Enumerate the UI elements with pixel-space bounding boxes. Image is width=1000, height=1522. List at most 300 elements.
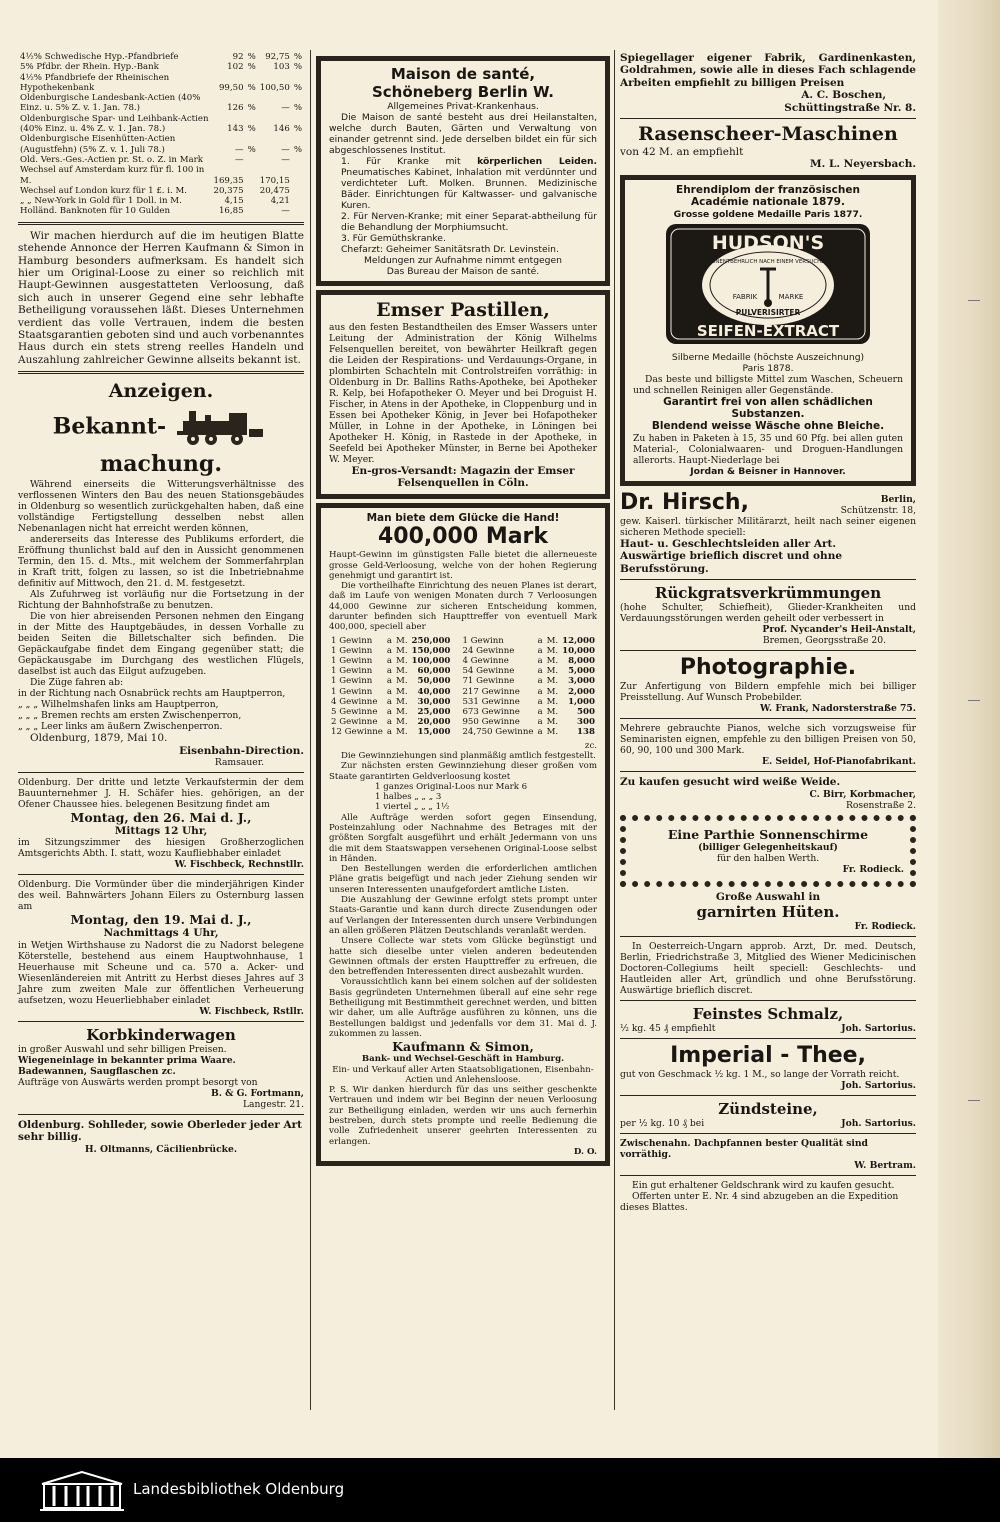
page-tick bbox=[968, 700, 980, 701]
schmalz-t1: ½ kg. 45 ₰ empfiehlt bbox=[620, 1022, 716, 1034]
maison-intro: Die Maison de santé besteht aus drei Heilanstalten, welche durch Bauten, Gärten und Verwaltung von einander getrennt sind. Jede derselben bildet ein für sich abgeschlossenes Institut. bbox=[329, 112, 597, 156]
prize-cell: M. bbox=[396, 676, 408, 687]
stock-v1: 169,35 bbox=[213, 175, 244, 186]
prize-cell: M. bbox=[396, 707, 408, 718]
stock-u1: % bbox=[247, 103, 256, 114]
stock-u1 bbox=[246, 165, 258, 186]
weide-address: Rosenstraße 2. bbox=[845, 799, 916, 811]
lottery-ps: P. S. Wir danken hierdurch für das uns seither geschenkte Vertrauen und indem wir bei Beginn der neuen Verloosung zur Betheiligung einladen, werden wir uns auch fernerhin bestreben, durch stets prompte und reelle Bedienung die volle Zufriedenheit unserer geehrten Interessenten zu erlangen. bbox=[329, 1085, 597, 1147]
prize-row bbox=[329, 656, 452, 666]
divider bbox=[620, 1095, 916, 1096]
korb-address: Langestr. 21. bbox=[242, 1098, 304, 1110]
auction-1-signature: W. Fischbeck, Rechnstllr. bbox=[174, 859, 304, 871]
divider bbox=[18, 222, 304, 225]
lottery-p7: Die Auszahlung der Gewinne erfolgt stets prompt unter Staats-Garantie und kann durch directe Zusendungen oder auf Verlangen der Interessenten durch unsere Verbindungen an allen größeren Plätzen Deutschlands veranlaßt werden. bbox=[329, 895, 597, 936]
stock-row bbox=[18, 73, 304, 94]
prize-cell: 2 Gewinne bbox=[331, 717, 378, 728]
prize-cell: 217 Gewinne bbox=[462, 686, 520, 697]
stock-name: 5% Pfdbr. der Rhein. Hyp.-Bank bbox=[20, 62, 159, 73]
auction-1-text-2: im Sitzungszimmer des hiesigen Großherzoglichen Amtsgerichts Abth. I. statt, wozu Kaufliebhaber einladet bbox=[18, 837, 304, 860]
stock-row bbox=[18, 52, 304, 62]
prize-cell: 100,000 bbox=[411, 656, 451, 666]
prize-cell: 250,000 bbox=[411, 635, 451, 646]
prize-cell: M. bbox=[546, 656, 559, 666]
ad-maison-de-sante bbox=[316, 56, 610, 286]
prize-row bbox=[329, 697, 452, 707]
deutsch-t1: In Oesterreich-Ungarn approb. Arzt, Dr. med. Deutsch, Berlin, Friedrichstraße 3, Mitglied des Wiener Medicinischen Doctoren-Collegiums heilt speciell: Geschlechts- und Hautleiden aller Art, gründlich und ohne Berufsstörung. Auswärtige brieflich discret. bbox=[620, 940, 916, 996]
zund-t1: per ½ kg. 10 ₰ bei bbox=[620, 1117, 705, 1129]
prize-cell: M. bbox=[396, 656, 408, 666]
stock-u1: % bbox=[247, 82, 256, 93]
prize-cell: M. bbox=[396, 727, 408, 738]
bek-route-1: in der Richtung nach Osnabrück rechts am Hauptperron, bbox=[18, 688, 286, 700]
prize-cell: M. bbox=[396, 686, 408, 697]
prize-cell: 2,000 bbox=[568, 686, 595, 697]
column-right bbox=[620, 52, 916, 1213]
bek-route-2: „ „ „ Wilhelmshafen links am Hauptperron, bbox=[18, 699, 219, 711]
hudson-t4: Zu haben in Paketen à 15, 35 und 60 Pfg. bei allen guten Material-, Colonialwaaren- und Droguen-Handlungen allerorts. Haupt-Niederlage bei bbox=[633, 432, 903, 466]
prize-cell: 1 Gewinn bbox=[331, 635, 373, 646]
prize-cell: a bbox=[386, 666, 393, 677]
lottery-p2: Die vortheilhafte Einrichtung des neuen Planes ist derart, daß im Laufe von wenigen Monaten durch 7 Verloosungen 44,000 Gewinne zur sicheren Entscheidung kommen, darunter befinden sich Haupttreffer von eventuell Mark 400,000, speciell aber bbox=[329, 581, 597, 633]
pianos-t1: Mehrere gebrauchte Pianos, welche sich vorzugsweise für Seminaristen eignen, empfehle zu den billigen Preisen von 50, 60, 90, 100 und 300 Mark. bbox=[620, 723, 916, 757]
prize-cell: 138 bbox=[577, 727, 595, 738]
hudson-t2: Garantirt frei von allen schädlichen Substanzen. bbox=[663, 395, 873, 421]
prize-cell: 1 Gewinn bbox=[462, 635, 504, 646]
lottery-price-3: 1 viertel „ „ „ 1½ bbox=[375, 802, 450, 813]
hirsch-t2: Haut- u. Geschlechtsleiden aller Art. bbox=[620, 537, 837, 550]
maison-item-1-c: Pneumatisches Kabinet, Inhalation mit verdünnter und verdichteter Luft. Molken. Brunnen. Medizinische Bäder. Einrichtungen für Kaltwasser- und galvanische Kuren. bbox=[341, 167, 597, 211]
rasen-text: von 42 M. an empfiehlt bbox=[620, 146, 744, 159]
logo-bottom: SEIFEN-EXTRACT bbox=[696, 321, 840, 340]
prize-cell: M. bbox=[546, 696, 559, 707]
prize-cell: a bbox=[386, 686, 393, 697]
schirme-signature: Fr. Rodieck. bbox=[842, 863, 904, 875]
divider bbox=[18, 874, 304, 875]
rueck-title: Rückgratsverkrümmungen bbox=[654, 584, 882, 603]
hirsch-address: Schützenstr. 18, bbox=[840, 504, 916, 516]
prize-cell: a bbox=[386, 645, 393, 656]
stock-u1 bbox=[246, 206, 258, 216]
sohlleder-signature: H. Oltmanns, Cäcilienbrücke. bbox=[84, 1143, 238, 1155]
stock-u1: % bbox=[247, 124, 256, 135]
hudson-logo bbox=[633, 223, 903, 349]
stock-u1: % bbox=[247, 62, 256, 73]
stock-u1: % bbox=[247, 144, 256, 155]
bek-p5: Die Züge fahren ab: bbox=[30, 677, 124, 689]
lottery-p4: Zur nächsten ersten Gewinnziehung dieser großen vom Staate garantirten Geldverloosung kostet bbox=[329, 761, 597, 782]
prize-cell: M. bbox=[546, 676, 559, 687]
prize-row bbox=[460, 636, 597, 646]
prize-cell: a bbox=[386, 727, 393, 738]
lottery-p5: Alle Aufträge werden sofort gegen Einsendung, Posteinzahlung oder Nachnahme des Betrages mit der größten Sorgfalt ausgeführt und erhält Jedermann von uns die mit dem Staatswappen versehenen Original-Loose selbst in Händen. bbox=[329, 812, 597, 864]
stock-name: Holländ. Banknoten für 10 Gulden bbox=[20, 206, 170, 217]
hueten-signature: Fr. Rodieck. bbox=[854, 920, 916, 932]
lottery-price-2: 1 halbes „ „ „ 3 bbox=[375, 792, 442, 803]
bek-route-4: „ „ „ Leer links am äußern Zwischenperron. bbox=[18, 721, 223, 733]
page-edge bbox=[938, 0, 1000, 1458]
prize-cell: 1 Gewinn bbox=[331, 676, 373, 687]
stock-row bbox=[18, 62, 304, 72]
logo-top: HUDSON'S bbox=[711, 231, 825, 254]
stock-v2: 103 bbox=[273, 62, 290, 73]
hudson-h3: Grosse goldene Medaille Paris 1877. bbox=[673, 208, 863, 220]
divider bbox=[620, 579, 916, 580]
emser-title: Emser Pastillen, bbox=[376, 299, 550, 321]
prize-cell: 30,000 bbox=[417, 696, 451, 707]
logo-pulverisirter: PULVERISIRTER bbox=[735, 307, 801, 317]
prize-cell: 1 Gewinn bbox=[331, 686, 373, 697]
stock-v2: — bbox=[281, 144, 290, 155]
hueten-t2: garnirten Hüten. bbox=[696, 902, 840, 921]
prize-table-right bbox=[460, 636, 597, 738]
column-middle bbox=[316, 52, 610, 1170]
bek-route-3: „ „ „ Bremen rechts am ersten Zwischenperron, bbox=[18, 710, 242, 722]
prize-cell: 300 bbox=[577, 717, 595, 728]
prize-cell: a bbox=[537, 666, 543, 677]
prize-cell: M. bbox=[396, 717, 408, 728]
rueck-address: Bremen, Georgsstraße 20. bbox=[762, 635, 886, 647]
auction-1-date: Montag, den 26. Mai d. J., bbox=[70, 810, 252, 826]
stock-name: 4½% Pfandbriefe der Rheinischen Hypothekenbank bbox=[20, 72, 170, 93]
ad-emser-pastillen bbox=[316, 290, 610, 499]
maison-title-2: Schöneberg Berlin W. bbox=[371, 83, 554, 101]
stock-u2: % bbox=[293, 62, 302, 73]
hueten-t1: Große Auswahl in bbox=[715, 890, 821, 903]
prize-cell: 3,000 bbox=[568, 676, 595, 687]
bek-p4: Die von hier abreisenden Personen nehmen den Eingang in der Mitte des Hauptgebäudes, in dessen Vorhalle zu beiden Seiten die Billetschalter sich befinden. Die Gepäckaufgabe findet dem Eingang gegenüber statt; die Gepäckausgabe im Durchgang des westlichen Flügels, daselbst ist auch das Eilgut aufzugeben. bbox=[18, 611, 304, 678]
hudson-t1: Das beste und billigste Mittel zum Waschen, Scheuern und schnellen Reinigen aller Gegenstände. bbox=[633, 373, 903, 396]
thee-title: Imperial - Thee, bbox=[670, 1042, 866, 1068]
stock-v2: 20,475 bbox=[259, 185, 290, 196]
zwischen-signature: W. Bertram. bbox=[854, 1159, 916, 1171]
ad-dr-hirsch bbox=[620, 490, 916, 575]
prize-cell: a bbox=[537, 676, 543, 687]
prize-cell: a bbox=[537, 656, 543, 666]
prize-cell: a bbox=[386, 635, 393, 646]
page-tick bbox=[968, 300, 980, 301]
prize-cell: 40,000 bbox=[417, 686, 451, 697]
hudson-logo-icon bbox=[665, 223, 871, 345]
zund-signature: Joh. Sartorius. bbox=[841, 1117, 916, 1129]
stock-row bbox=[18, 155, 304, 165]
prize-cell: 24,750 Gewinne bbox=[462, 727, 534, 738]
lottery-p6: Den Bestellungen werden die erforderlichen amtlichen Pläne gratis beigefügt und nach jeder Ziehung senden wir unseren Interessenten unaufgefordert amtliche Listen. bbox=[329, 864, 597, 895]
auction-2-text: Oldenburg. Die Vormünder über die minderjährigen Kinder des weil. Bahnwärters Johann Eilers zu Osternburg lassen am bbox=[18, 879, 304, 913]
maison-item-1-a: 1. Für Kranke mit bbox=[341, 156, 461, 167]
prize-cell: M. bbox=[546, 666, 559, 677]
prize-cell: 1 Gewinn bbox=[331, 656, 373, 666]
prize-cell: 12,000 bbox=[562, 635, 595, 646]
stock-u2 bbox=[292, 206, 304, 216]
stock-v1: 99,50 bbox=[218, 82, 244, 93]
stock-v2: 92,75 bbox=[265, 52, 290, 62]
stock-u2 bbox=[292, 196, 304, 206]
stock-row bbox=[18, 165, 304, 186]
prize-cell: a bbox=[386, 707, 393, 718]
auction-2-signature: W. Fischbeck, Rstllr. bbox=[199, 1005, 304, 1017]
korb-title: Korbkinderwagen bbox=[86, 1025, 236, 1044]
stock-row bbox=[18, 114, 304, 135]
prize-cell: a bbox=[537, 635, 543, 646]
prize-cell: 20,000 bbox=[417, 717, 451, 728]
divider bbox=[620, 1175, 916, 1176]
maison-bureau: Das Bureau der Maison de santé. bbox=[386, 266, 540, 277]
stock-v2: 100,50 bbox=[259, 82, 290, 93]
lottery-note: Wir machen hierdurch auf die im heutigen Blatte stehende Annonce der Herren Kaufmann & Simon in Hamburg besonders aufmerksam. Es handelt sich hier um Original-Loose zu einer so reichlich mit Haupt-Gewinnen ausgestatteten Verloosung, daß sich auch in unserer Gegend eine sehr lebhafte Betheiligung voraussehen läßt. Dieses Unternehmen verdient das volle Vertrauen, indem die besten Staatsgarantien geboten sind und auch vorbenanntes Haus durch ein stets streng reelles Handeln und Auszahlung zahlreicher Gewinne allseits bekannt ist. bbox=[18, 229, 304, 366]
korb-line-4: Aufträge von Auswärts werden prompt besorgt von bbox=[18, 1076, 258, 1088]
stock-u1 bbox=[246, 196, 258, 206]
stock-v2: — bbox=[281, 103, 290, 114]
bek-p2: andererseits das Interesse des Publikums erfordert, die Eröffnung thunlichst bald auf den in Aussicht genommenen Termin, den 15. d. Mts., mit welchem der Sommerfahrplan in Kraft tritt, folgen zu lassen, so ist die Inbetriebnahme definitiv auf Mittwoch, den 21. d. M. festgesetzt. bbox=[18, 534, 304, 590]
library-building-icon bbox=[40, 1470, 124, 1516]
korb-line-3: Badewannen, Saugflaschen zc. bbox=[18, 1065, 176, 1077]
stock-v1: 4,15 bbox=[224, 196, 244, 207]
stock-v1: — bbox=[234, 154, 244, 165]
library-footer bbox=[0, 1458, 1000, 1522]
hirsch-t1: gew. Kaiserl. türkischer Militärarzt, heilt nach seiner eigenen sicheren Methode speciell: bbox=[620, 515, 916, 538]
stock-name: „ „ New-York in Gold für 1 Doll. in M. bbox=[20, 196, 182, 207]
schirme-t2: (billiger Gelegenheitskauf) bbox=[698, 841, 838, 853]
stock-name: Wechsel auf London kurz für 1 £. i. M. bbox=[20, 185, 188, 196]
prize-cell: M. bbox=[546, 635, 559, 646]
bek-signature: Eisenbahn-Direction. bbox=[179, 744, 304, 757]
divider bbox=[620, 118, 916, 119]
prize-cell: a bbox=[386, 676, 393, 687]
library-name: Landesbibliothek Oldenburg bbox=[133, 1480, 345, 1498]
prize-cell: 150,000 bbox=[411, 645, 451, 656]
maison-item-3: 3. Für Gemüthskranke. bbox=[341, 233, 446, 244]
hudson-h1: Ehrendiplom der französischen bbox=[676, 183, 860, 196]
prize-row bbox=[329, 636, 452, 646]
prize-cell: 8,000 bbox=[568, 656, 595, 666]
stock-u1 bbox=[246, 186, 258, 196]
prize-tables bbox=[329, 636, 597, 738]
lottery-p9: Voraussichtlich kann bei einem solchen auf der solidesten Basis gegründeten Unternehmen überall auf eine sehr rege Betheiligung mit Bestimmtheit gerechnet werden, und bitten wir daher, um alle Aufträge ausführen zu können, uns die Bestellungen baldigst und jedenfalls vor dem 31. Mai d. J. zukommen zu lassen. bbox=[329, 977, 597, 1039]
prize-cell: 1 Gewinn bbox=[331, 666, 373, 677]
lottery-price-1: 1 ganzes Original-Loos nur Mark 6 bbox=[375, 781, 528, 792]
prize-row bbox=[460, 656, 597, 666]
weide-t1: Zu kaufen gesucht wird weiße Weide. bbox=[620, 776, 841, 789]
prize-cell: a bbox=[537, 727, 543, 738]
divider bbox=[18, 772, 304, 773]
logo-marke: MARKE bbox=[778, 292, 804, 301]
hudson-medal-2: Paris 1878. bbox=[742, 362, 794, 374]
prize-row bbox=[460, 727, 597, 737]
prize-cell: 5,000 bbox=[568, 666, 595, 677]
stock-name: 4½% Schwedische Hyp.-Pfandbriefe bbox=[20, 52, 179, 62]
stock-v1: 143 bbox=[227, 124, 244, 135]
stock-v2: — bbox=[281, 154, 290, 165]
title-left: Bekannt- bbox=[52, 413, 167, 440]
geld-t2: Offerten unter E. Nr. 4 sind abzugeben an die Expedition dieses Blattes. bbox=[620, 1190, 899, 1213]
stock-v2: 146 bbox=[273, 124, 290, 135]
stock-v1: 20,375 bbox=[213, 185, 244, 196]
hirsch-title: Dr. Hirsch, bbox=[620, 489, 749, 515]
prize-cell: 950 Gewinne bbox=[462, 717, 520, 728]
prize-row bbox=[460, 717, 597, 727]
divider bbox=[620, 1133, 916, 1134]
prize-cell: 531 Gewinne bbox=[462, 696, 520, 707]
stock-row bbox=[18, 93, 304, 114]
prize-cell: 12 Gewinne bbox=[331, 727, 383, 738]
prize-cell: a bbox=[537, 717, 543, 728]
stock-u1 bbox=[246, 155, 258, 165]
auction-2-text-2: in Wetjen Wirthshause zu Nadorst die zu Nadorst belegene Köterstelle, bestehend aus einem Hauptwohnhause, 1 Heuerhause mit Scheune und ca. 570 a. Acker- und Wiesenländereien mit Antritt zu Herbst dieses Jahres auf 3 Jahre zum zweiten Male zur öffentlichen Verheuerung aufsetzen, wozu Heuerliebhaber einladet bbox=[18, 939, 304, 1006]
korb-signature: B. & G. Fortmann, bbox=[210, 1087, 304, 1099]
stock-v2: 170,15 bbox=[259, 175, 290, 186]
prize-cell: 10,000 bbox=[562, 645, 595, 656]
ad-sonnenschirme bbox=[620, 815, 916, 887]
stock-u2 bbox=[292, 186, 304, 196]
prize-cell: 15,000 bbox=[417, 727, 451, 738]
prize-cell: a bbox=[386, 656, 393, 666]
hudson-h2: Académie nationale 1879. bbox=[691, 196, 845, 209]
geld-t1: Ein gut erhaltener Geldschrank wird zu kaufen gesucht. bbox=[632, 1179, 895, 1191]
prize-cell: a bbox=[537, 696, 543, 707]
prize-cell: 5 Gewinne bbox=[331, 707, 378, 718]
divider bbox=[620, 771, 916, 772]
schirme-t3: für den halben Werth. bbox=[716, 852, 820, 864]
lottery-p3: Die Gewinnziehungen sind planmäßig amtlich festgestellt. bbox=[341, 750, 596, 761]
prize-row bbox=[329, 676, 452, 686]
prize-cell: M. bbox=[396, 645, 408, 656]
ad-lottery bbox=[316, 503, 610, 1166]
stock-u2: % bbox=[293, 52, 302, 62]
emser-footer: En-gros-Versandt: Magazin der Emser Felsenquellen in Cöln. bbox=[351, 465, 575, 490]
prize-cell: 54 Gewinne bbox=[462, 666, 515, 677]
stock-row bbox=[18, 196, 304, 206]
prize-cell: M. bbox=[546, 717, 559, 728]
stock-u2: % bbox=[293, 82, 302, 93]
korb-line-1: in großer Auswahl und sehr billigen Preisen. bbox=[18, 1043, 227, 1055]
prize-cell: M. bbox=[546, 645, 559, 656]
divider bbox=[18, 1114, 304, 1115]
prize-cell: M. bbox=[546, 686, 559, 697]
stock-u2 bbox=[292, 165, 304, 186]
maison-title-1: Maison de santé, bbox=[390, 65, 536, 83]
stock-table bbox=[18, 52, 304, 217]
maison-item-1 bbox=[329, 156, 597, 211]
stock-v1: 92 bbox=[232, 52, 244, 62]
thee-t1: gut von Geschmack ½ kg. 1 M., so lange der Vorrath reicht. bbox=[620, 1068, 900, 1080]
auction-2-date: Montag, den 19. Mai d. J., bbox=[70, 912, 252, 928]
bek-p3: Als Zufuhrweg ist vorläufig nur die Fortsetzung in der Richtung der Bahnhofstraße zu benutzen. bbox=[18, 589, 304, 612]
lottery-head: Man biete dem Glücke die Hand! bbox=[366, 511, 560, 524]
lottery-firm-2: Bank- und Wechsel-Geschäft in Hamburg. bbox=[361, 1054, 565, 1065]
prize-row bbox=[460, 676, 597, 686]
prize-cell: a bbox=[537, 645, 543, 656]
prize-cell: 25,000 bbox=[417, 707, 451, 718]
maison-item-2: 2. Für Nerven-Kranke; mit einer Separat-abtheilung für die Behandlung der Morphiumsucht. bbox=[341, 211, 597, 233]
divider bbox=[620, 1038, 916, 1039]
schmalz-signature: Joh. Sartorius. bbox=[841, 1022, 916, 1034]
stock-u1: % bbox=[247, 52, 256, 62]
prize-cell: 71 Gewinne bbox=[462, 676, 515, 687]
prize-row bbox=[460, 707, 597, 717]
korb-line-2: Wiegeneinlage in bekannter prima Waare. bbox=[18, 1054, 236, 1066]
rasen-signature: M. L. Neyersbach. bbox=[810, 158, 916, 171]
prize-cell: 24 Gewinne bbox=[462, 645, 515, 656]
logo-fabrik: FABRIK bbox=[732, 292, 758, 301]
auction-1-text: Oldenburg. Der dritte und letzte Verkaufstermin der dem Bauunternehmer J. H. Schäfer hies. gehörigen, an der Ofener Chaussee hies. belegenen Besitzung findet am bbox=[18, 777, 304, 811]
stock-v1: 16,85 bbox=[218, 206, 244, 217]
stock-row bbox=[18, 186, 304, 196]
spiegel-address: Schüttingstraße Nr. 8. bbox=[784, 101, 916, 114]
prize-row bbox=[460, 697, 597, 707]
hirsch-t3: Auswärtige brieflich discret und ohne Berufsstörung. bbox=[620, 550, 843, 575]
prize-cell: M. bbox=[396, 666, 408, 677]
stock-u2: % bbox=[293, 144, 302, 155]
schmalz-title: Feinstes Schmalz, bbox=[692, 1004, 844, 1023]
hirsch-city: Berlin, bbox=[880, 493, 916, 505]
prize-cell: M. bbox=[396, 635, 408, 646]
prize-cell: a bbox=[386, 696, 393, 707]
prize-cell: 1 Gewinn bbox=[331, 645, 373, 656]
maison-chief: Chefarzt: Geheimer Sanitätsrath Dr. Levinstein. bbox=[341, 244, 559, 255]
divider bbox=[620, 1000, 916, 1001]
lottery-amount: 400,000 Mark bbox=[377, 524, 549, 550]
lottery-do: D. O. bbox=[573, 1146, 597, 1157]
prize-cell: 60,000 bbox=[417, 666, 451, 677]
stock-name: Wechsel auf Amsterdam kurz für fl. 100 in M. bbox=[20, 165, 205, 186]
divider bbox=[620, 936, 916, 937]
ad-hudson bbox=[620, 175, 916, 486]
prize-row bbox=[329, 717, 452, 727]
photo-signature: W. Frank, Nadorsterstraße 75. bbox=[760, 703, 916, 715]
zwischen-t1: Zwischenahn. Dachpfannen bester Qualität sind vorräthig. bbox=[620, 1137, 868, 1160]
prize-cell: 4 Gewinne bbox=[462, 656, 509, 666]
prize-cell: M. bbox=[546, 707, 559, 718]
rasen-title: Rasenscheer-Maschinen bbox=[638, 123, 898, 146]
divider bbox=[18, 371, 304, 374]
schirme-t1: Eine Parthie Sonnenschirme bbox=[667, 826, 869, 842]
prize-cell: a bbox=[537, 686, 543, 697]
prize-cell: 4 Gewinne bbox=[331, 696, 378, 707]
bek-date: Oldenburg, 1879, Mai 10. bbox=[30, 732, 168, 745]
prize-row bbox=[460, 666, 597, 676]
lottery-firm: Kaufmann & Simon, bbox=[392, 1039, 534, 1055]
prize-cell: 673 Gewinne bbox=[462, 707, 520, 718]
hudson-t5: Jordan & Beisner in Hannover. bbox=[690, 465, 846, 477]
prize-cell: 1,000 bbox=[568, 696, 595, 707]
stock-u2: % bbox=[293, 124, 302, 135]
stock-v2: 4,21 bbox=[270, 196, 290, 207]
prize-row bbox=[329, 666, 452, 676]
prize-row bbox=[329, 687, 452, 697]
stock-name: Oldenburgische Spar- und Leihbank-Actien (40% Einz. u. 4% Z. v. 1. Jan. 78.) bbox=[20, 113, 209, 135]
divider bbox=[18, 1021, 304, 1022]
stock-v1: — bbox=[234, 144, 244, 155]
prize-cell: a bbox=[386, 717, 393, 728]
prize-etc: zc. bbox=[584, 740, 597, 751]
prize-row bbox=[329, 707, 452, 717]
divider bbox=[620, 718, 916, 719]
title-right: machung. bbox=[100, 451, 222, 478]
photo-t1: Zur Anfertigung von Bildern empfehle mich bei billiger Preisstellung. Auf Wunsch Probebilder. bbox=[620, 681, 916, 704]
prize-table-left bbox=[329, 636, 452, 738]
sohlleder-text: Oldenburg. Sohlleder, sowie Oberleder jeder Art sehr billig. bbox=[18, 1118, 303, 1144]
stock-name: Oldenburgische Eisenhütten-Actien (Augustfehn) (5% Z. v. 1. Juli 78.) bbox=[20, 134, 176, 155]
prize-cell: M. bbox=[396, 696, 408, 707]
weide-signature: C. Birr, Korbmacher, bbox=[809, 788, 916, 800]
maison-subtitle: Allgemeines Privat-Krankenhaus. bbox=[387, 101, 539, 112]
bek-signature-name: Ramsauer. bbox=[214, 757, 264, 769]
emser-text: aus den festen Bestandtheilen des Emser Wassers unter Leitung der Administration der König Wilhelms Felsenquellen bereitet, von bewährter Heilkraft gegen die Leiden der Respirations- und Verdauungs-Organe, in plombirten Schachteln mit Controlstreifen vorräthig: in Oldenburg in Dr. Ballins Raths-Apotheke, bei Apotheker R. Kelp, bei Hofapotheker O. Meyer und bei Droguist H. Fischer, in Atens in der Apotheke, in Cloppenburg und in Essen bei Apotheker König, in Jever bei Hofapotheker Müller, in Lohne in der Apotheke, in Löningen bei Apotheker H. König, in Rastede in der Apotheke, in Seefeld bei Apotheker Münster, in Berne bei Apotheker W. Meyer. bbox=[329, 322, 597, 465]
thee-signature: Joh. Sartorius. bbox=[841, 1079, 916, 1091]
lottery-p8: Unsere Collecte war stets vom Glücke begünstigt und hatte sich dieselbe unter vielen anderen bedeutenden Gewinnen oftmals der ersten Haupttreffer zu erfreuen, die den betreffenden Interessenten direct ausbezahlt wurden. bbox=[329, 936, 597, 978]
prize-row bbox=[329, 646, 452, 656]
